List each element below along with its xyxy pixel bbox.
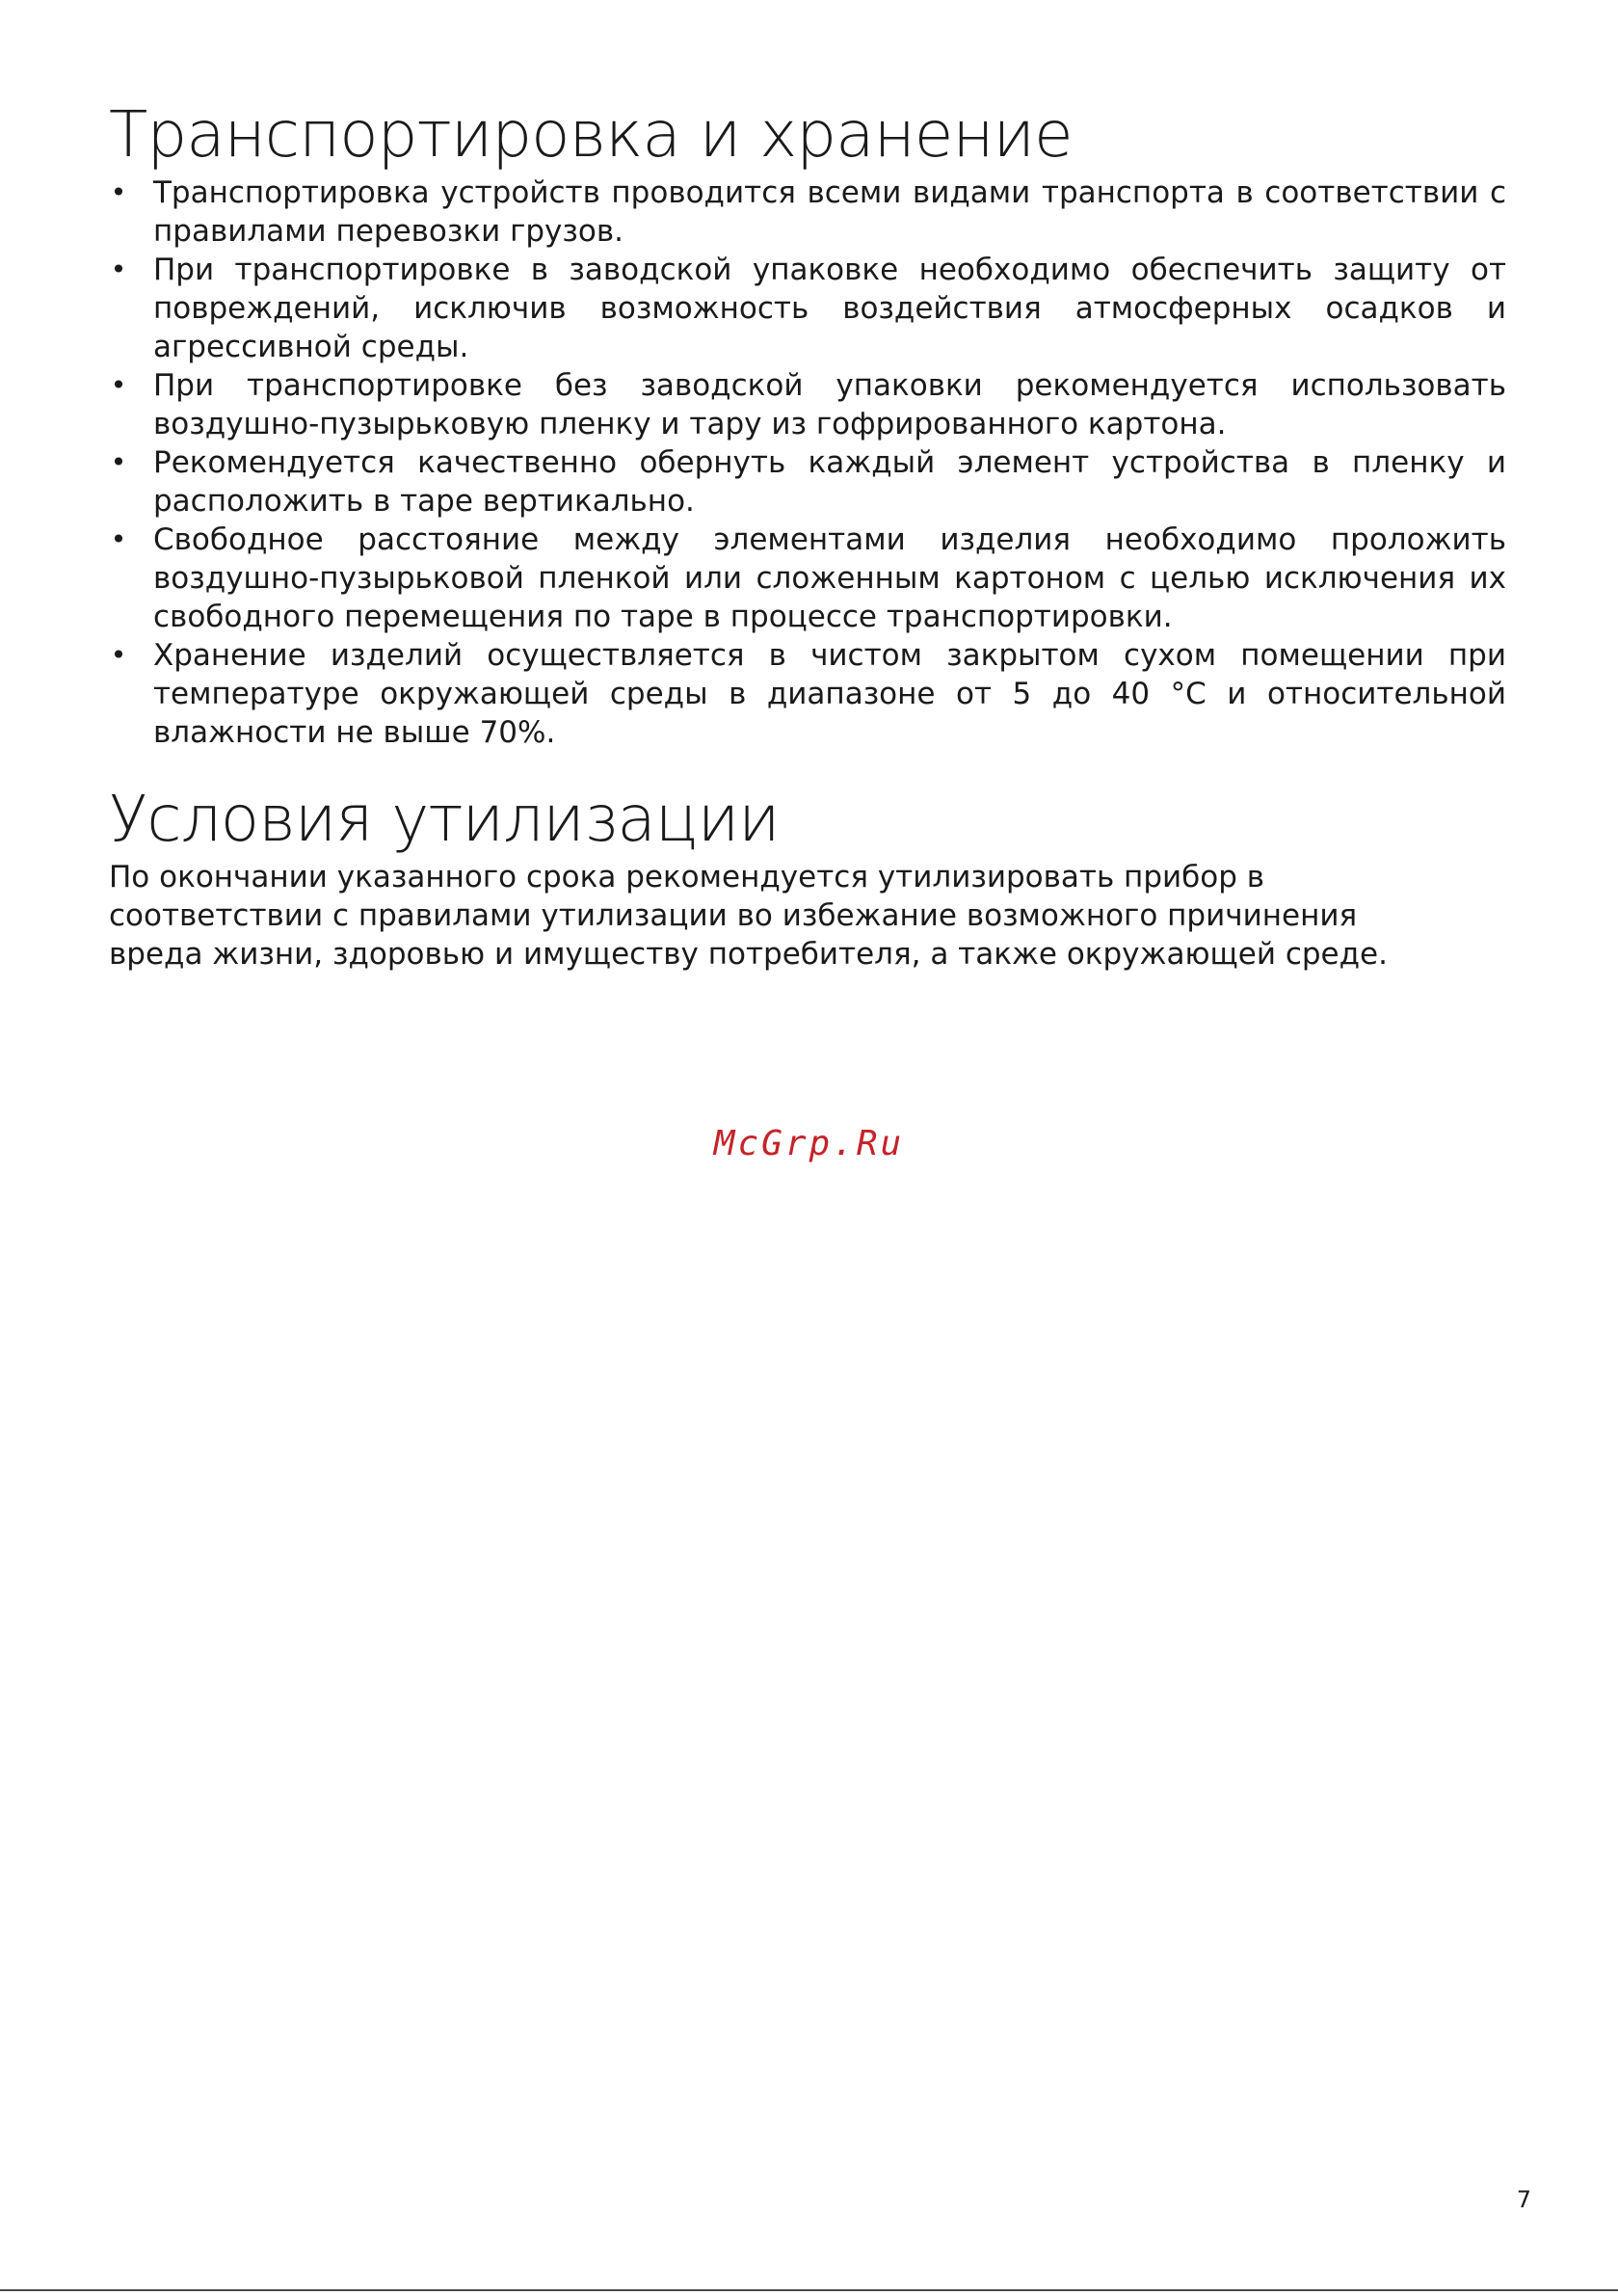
bullet-icon: • [110, 446, 127, 478]
bullet-icon: • [110, 639, 127, 671]
list-item [109, 366, 1506, 443]
section-spacer [109, 752, 1506, 781]
list-item-text: Хранение изделий осуществляется в чистом закрытом сухом помещении при температуре окружающей среды в диапазоне от 5 до 40 °С и относительной влажности не выше 70%. [153, 638, 1506, 750]
section-title-transport: Транспортировка и хранение [109, 97, 1073, 172]
bottom-divider [0, 2289, 1618, 2291]
bullet-icon: • [110, 523, 127, 555]
document-page [109, 96, 1506, 974]
watermark-text: McGrp.Ru [713, 1124, 905, 1163]
list-item [109, 443, 1506, 521]
section-title-disposal: Условия утилизации [109, 782, 780, 856]
list-item-text: Транспортировка устройств проводится всеми видами транспорта в соответствии с правилами перевозки грузов. [153, 175, 1506, 249]
transport-bullet-list [109, 174, 1506, 752]
bullet-icon: • [110, 369, 127, 401]
page-number: 7 [1516, 2186, 1531, 2213]
list-item [109, 251, 1506, 366]
list-item [109, 174, 1506, 251]
list-item-text: Рекомендуется качественно обернуть каждый элемент устройства в пленку и расположить в таре вертикально. [153, 445, 1506, 519]
bullet-icon: • [110, 254, 127, 285]
disposal-paragraph: По окончании указанного срока рекомендуется утилизировать прибор в соответствии с правилами утилизации во избежание возможного причинения вреда жизни, здоровью и имуществу потребителя, а также окружающей среде. [109, 860, 1388, 972]
list-item-text: Свободное расстояние между элементами изделия необходимо проложить воздушно-пузырьковой пленкой или сложенным картоном с целью исключения их свободного перемещения по таре в процессе транспортировки. [153, 522, 1506, 634]
list-item [109, 521, 1506, 636]
list-item-text: При транспортировке без заводской упаковки рекомендуется использовать воздушно-пузырьковую пленку и тару из гофрированного картона. [153, 368, 1506, 441]
list-item-text: При транспортировке в заводской упаковке необходимо обеспечить защиту от повреждений, исключив возможность воздействия атмосферных осадков и агрессивной среды. [153, 253, 1506, 364]
bullet-icon: • [110, 176, 127, 208]
list-item [109, 636, 1506, 752]
